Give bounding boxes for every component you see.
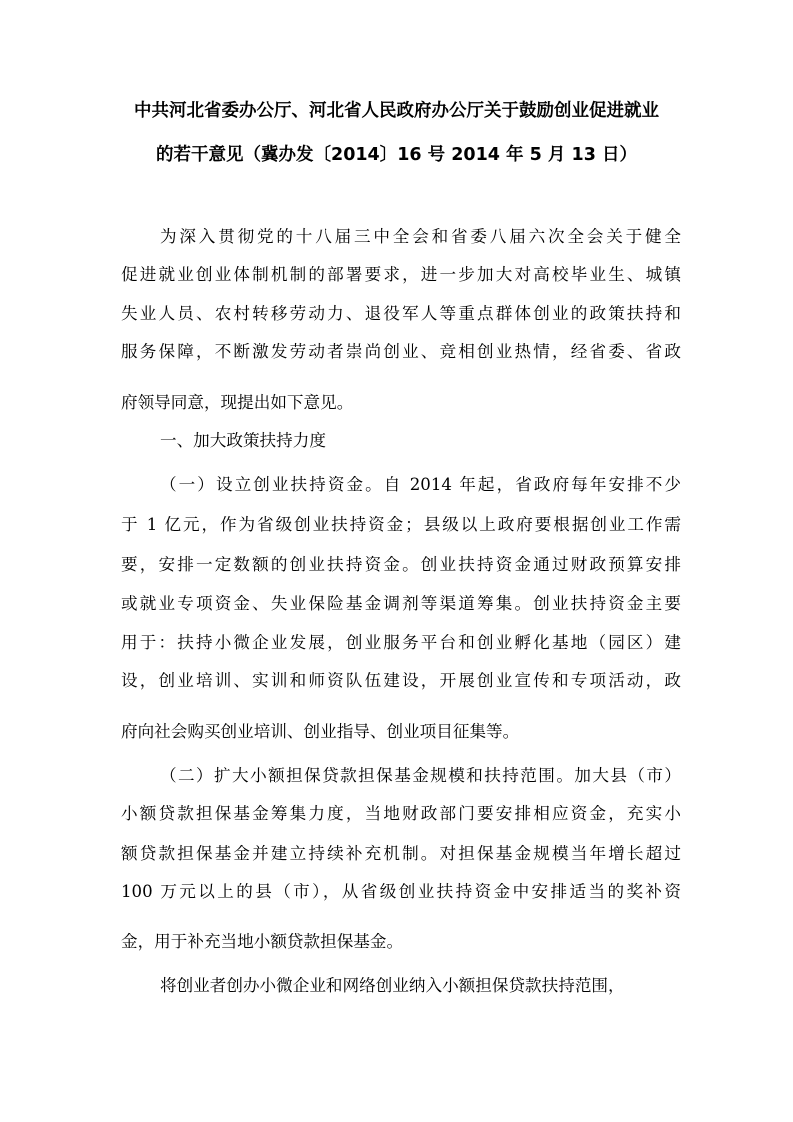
body-text-line: 府向社会购买创业培训、创业指导、创业项目征集等。 [121,722,520,741]
document-title-line-1: 中共河北省委办公厅、河北省人民政府办公厅关于鼓励创业促进就业 [134,101,659,121]
body-text-line: 促进就业创业体制机制的部署要求，进一步加大对高校毕业生、城镇 [121,265,681,284]
body-text-line: 失业人员、农村转移劳动力、退役军人等重点群体创业的政策扶持和 [121,304,681,323]
body-text-line: 于 1 亿元，作为省级创业扶持资金；县级以上政府要根据创业工作需 [121,515,681,534]
body-text-line: （一）设立创业扶持资金。自 2014 年起，省政府每年安排不少 [160,475,681,494]
body-text-line: （二）扩大小额担保贷款担保基金规模和扶持范围。加大县（市） [160,766,681,785]
body-text-line: 金，用于补充当地小额贷款担保基金。 [121,932,404,951]
body-text-line: 将创业者创办小微企业和网络创业纳入小额担保贷款扶持范围， [160,976,625,995]
body-text-line: 小额贷款担保基金筹集力度，当地财政部门要安排相应资金，充实小 [121,804,681,823]
body-text-line: 用于：扶持小微企业发展，创业服务平台和创业孵化基地（园区）建 [121,633,681,652]
body-text-line: 服务保障，不断激发劳动者崇尚创业、竞相创业热情，经省委、省政 [121,342,681,361]
body-text-line: 府领导同意，现提出如下意见。 [121,393,354,412]
document-title-line-2: 的若干意见（冀办发〔2014〕16 号 2014 年 5 月 13 日） [156,145,637,165]
body-text-line: 要，安排一定数额的创业扶持资金。创业扶持资金通过财政预算安排 [121,555,681,574]
body-text-line: 100 万元以上的县（市），从省级创业扶持资金中安排适当的奖补资 [121,882,681,901]
section-heading: 一、加大政策扶持力度 [160,431,326,450]
body-text-line: 为深入贯彻党的十八届三中全会和省委八届六次全会关于健全 [160,227,681,246]
body-text-line: 设，创业培训、实训和师资队伍建设，开展创业宣传和专项活动，政 [121,671,681,690]
body-text-line: 或就业专项资金、失业保险基金调剂等渠道筹集。创业扶持资金主要 [121,594,681,613]
body-text-line: 额贷款担保基金并建立持续补充机制。对担保基金规模当年增长超过 [121,844,681,863]
